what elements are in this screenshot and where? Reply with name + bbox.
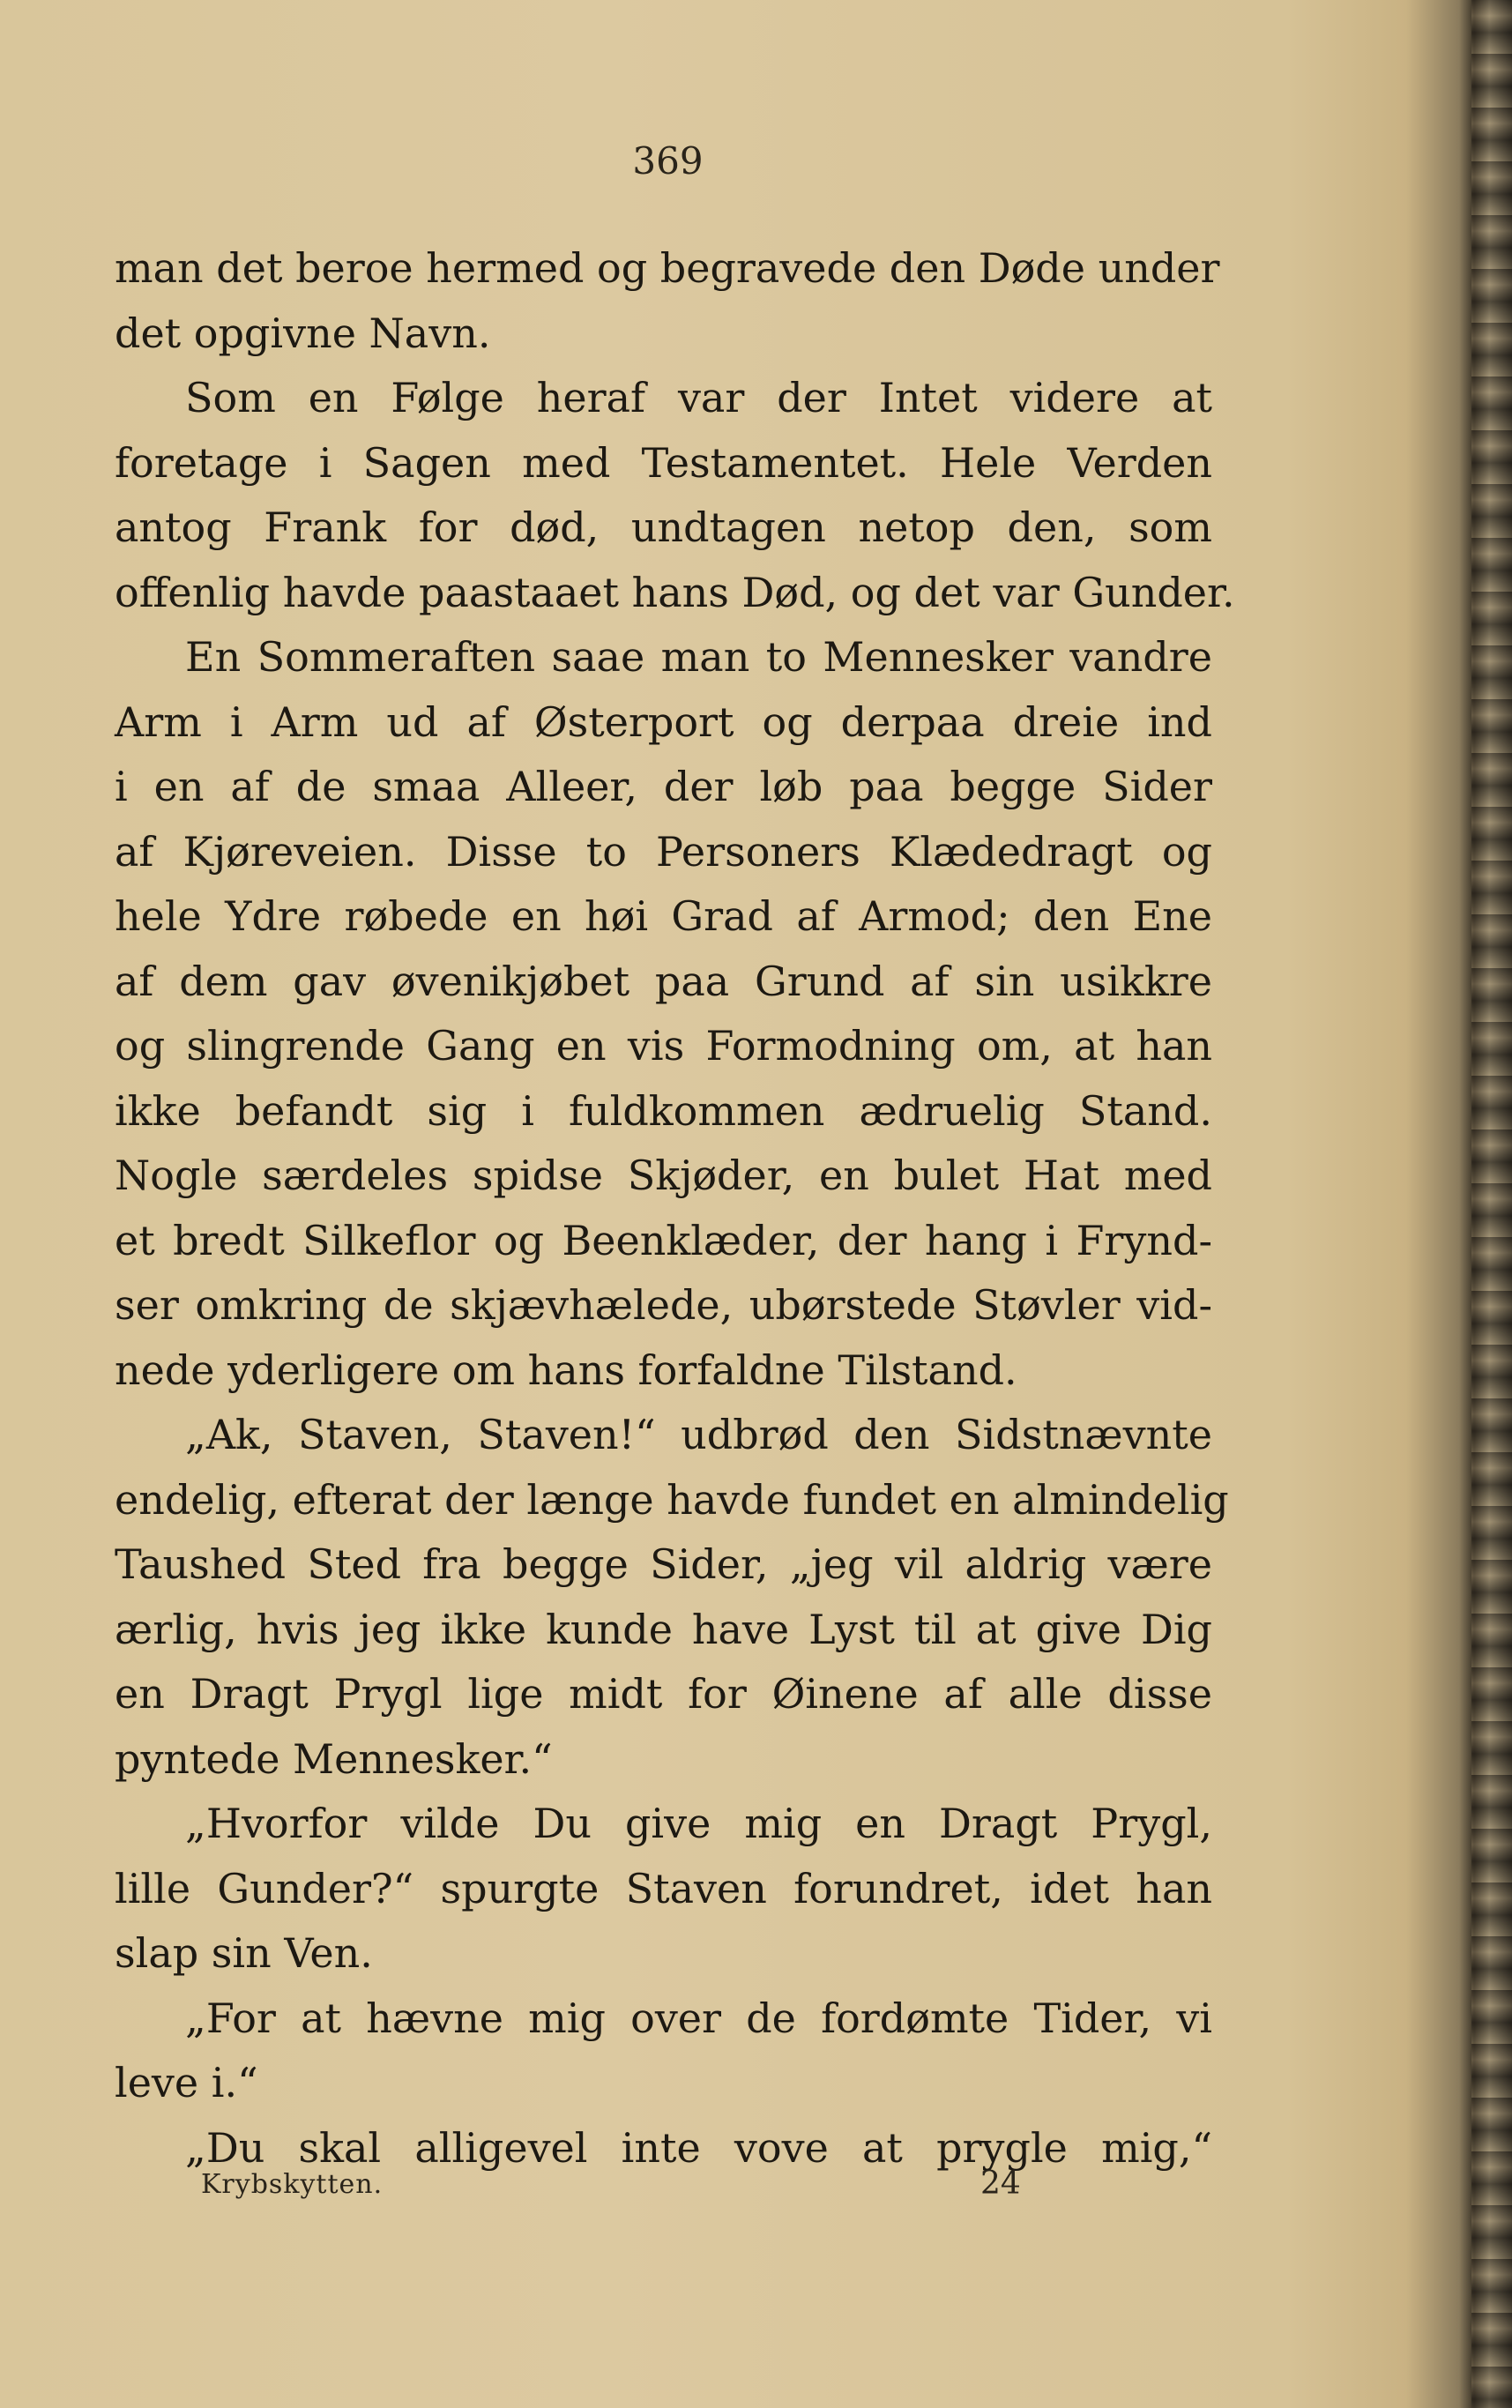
text-line: et bredt Silkeflor og Beenklæder, der hang i Frynd- — [115, 1216, 1212, 1264]
text-line: „Du skal alligevel inte vove at prygle mig,“ — [185, 2123, 1212, 2172]
text-line: offenlig havde paastaaet hans Død, og det var Gunder. — [115, 568, 1235, 616]
text-line: af dem gav øvenikjøbet paa Grund af sin usikkre — [115, 957, 1212, 1005]
text-line: en Dragt Prygl lige midt for Øinene af alle disse — [115, 1670, 1212, 1718]
text-line: leve i.“ — [115, 2059, 258, 2106]
text-line: pyntede Mennesker.“ — [115, 1734, 553, 1783]
text-line: Arm i Arm ud af Østerport og derpaa dreie ind — [115, 697, 1212, 746]
text-line: ikke befandt sig i fuldkommen ædruelig Stand. — [115, 1086, 1212, 1135]
text-line: det opgivne Navn. — [115, 309, 491, 357]
text-line: og slingrende Gang en vis Formodning om, at han — [115, 1022, 1212, 1070]
text-line: Nogle særdeles spidse Skjøder, en bulet Hat med — [115, 1152, 1212, 1199]
book-spine-edge — [1471, 0, 1512, 2408]
sheet-number: 24 — [980, 2166, 1021, 2202]
text-line: „Ak, Staven, Staven!“ udbrød den Sidstnævnte — [185, 1411, 1212, 1458]
text-line: af Kjøreveien. Disse to Personers Klædedragt og — [115, 827, 1212, 876]
text-line: Taushed Sted fra begge Sider, „jeg vil aldrig være — [115, 1540, 1212, 1588]
text-line: Som en Følge heraf var der Intet videre at — [185, 374, 1212, 421]
text-line: antog Frank for død, undtagen netop den, som — [115, 503, 1212, 551]
text-line: i en af de smaa Alleer, der løb paa begge Sider — [115, 763, 1212, 810]
text-line: ærlig, hvis jeg ikke kunde have Lyst til at give Dig — [115, 1605, 1212, 1653]
text-line: „Hvorfor vilde Du give mig en Dragt Prygl, — [185, 1800, 1212, 1847]
text-line: ser omkring de skjævhælede, ubørstede Støvler vid- — [115, 1281, 1212, 1329]
text-line: „For at hævne mig over de fordømte Tider, vi — [185, 1994, 1212, 2042]
text-line: hele Ydre røbede en høi Grad af Armod; den Ene — [115, 892, 1212, 940]
page-number: 369 — [632, 139, 704, 183]
body-text — [115, 236, 1235, 2181]
text-line: En Sommeraften saae man to Mennesker vandre — [185, 633, 1212, 681]
text-line: foretage i Sagen med Testamentet. Hele Verden — [115, 438, 1212, 487]
signature-mark: Krybskytten. — [201, 2169, 384, 2200]
text-line: man det beroe hermed og begravede den Døde under — [115, 244, 1220, 292]
text-line: slap sin Ven. — [115, 1929, 373, 1977]
text-line: endelig, efterat der længe havde fundet en almindelig — [115, 1475, 1229, 1524]
text-line: nede yderligere om hans forfaldne Tilstand. — [115, 1346, 1017, 1394]
text-line: lille Gunder?“ spurgte Staven forundret, idet han — [115, 1864, 1212, 1912]
